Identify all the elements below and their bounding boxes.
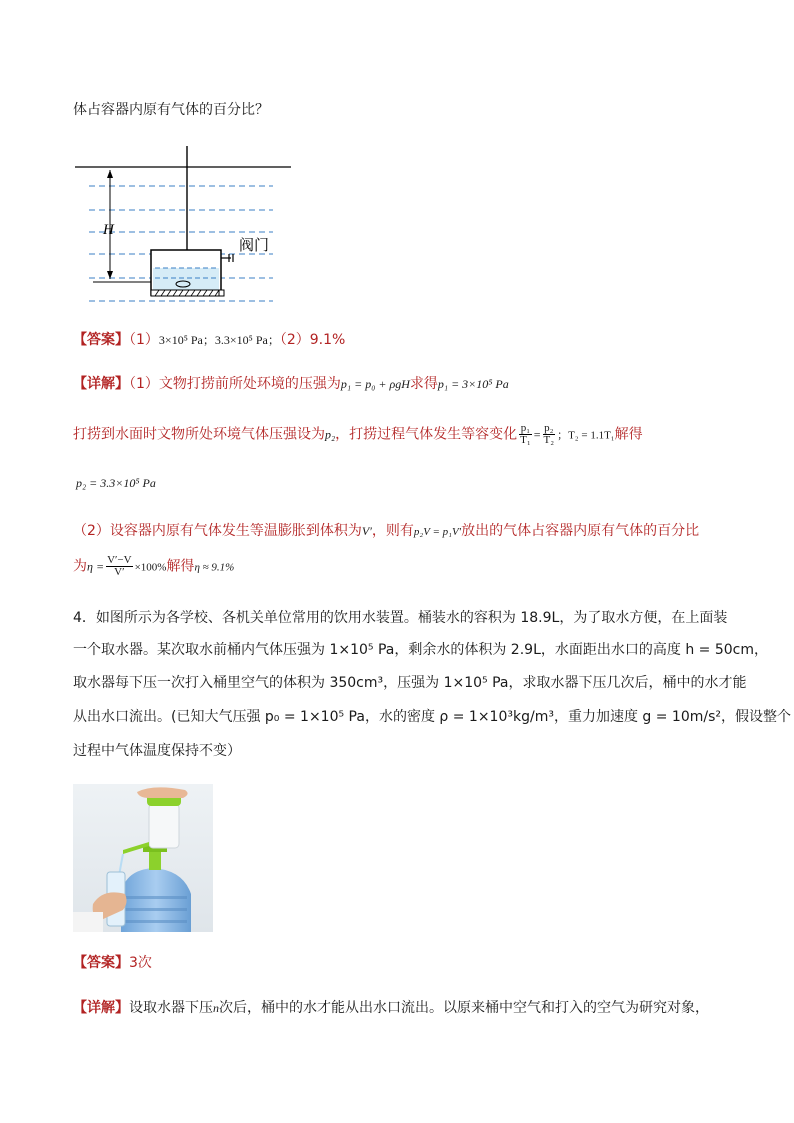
detail1-line4-text2: ，则有 [371,523,414,539]
detail2-text1: 设取水器下压 [129,1000,213,1016]
var-n: n [213,1001,219,1015]
formula-p1: p₁ = p₀ + ρgH [340,377,410,391]
water-dispenser-photo [73,784,213,932]
answer1-part1-label: （1） [129,332,159,348]
detail2-line [73,998,709,1018]
answer-tag: 【答案】 [73,332,129,348]
valve-label: 阀门 [239,237,270,254]
answer1-line [73,330,345,350]
answer1-part2-value: 9.1% [309,332,346,348]
pump-body [149,804,179,848]
problem4-line2: 一个取水器。某次取水前桶内气体压强为 1×10⁵ Pa，剩余水的体积为 2.9L，水面距出水口的高度 h = 50cm， [73,642,768,658]
detail1-line2 [73,423,643,446]
detail1-line5-end: 解得 [166,558,195,575]
answer2-line [73,953,152,973]
diving-diagram [73,140,303,310]
answer2-value: 3次 [129,955,152,971]
var-v-prime: V′ [361,524,372,538]
detail1-line2-text2: ，打捞过程气体发生等容变化 [335,426,518,443]
detail1-line2-end: 解得 [614,426,643,443]
detail1-line1-text: （1）文物打捞前所处环境的压强为 [129,376,341,392]
detail1-line4 [73,521,699,542]
result-eta: η ≈ 9.1% [194,561,235,574]
detail1-line5 [73,555,234,578]
problem4-line1: 4．如图所示为各学校、各机关单位常用的饮用水装置。桶装水的容积为 18.9L，为了取水方便，在上面装 [73,610,728,626]
condition-t2: ；T₂ = 1.1T₁ [557,429,615,442]
formula-isothermal: p₂V = p₁V′ [413,526,462,538]
problem4-line4: 从出水口流出。(已知大气压强 p₀ = 1×10⁵ Pa，水的密度 ρ = 1×10³kg/m³，重力加速度 g = 10m/s²，假设整个 [73,709,791,725]
fraction-p2-t2: $\frac{\text{p₂}}{\text{T₂}}$ [543,422,555,446]
problem4-line3: 取水器每下压一次打入桶里空气的体积为 350cm³，压强为 1×10⁵ Pa，求取水器下压几次后，桶中的水才能 [73,675,747,691]
detail1-line1-mid: 求得 [409,376,438,392]
h-label: H [103,222,114,238]
result-p1: p₁ = 3×10⁵ Pa [437,377,509,391]
answer2-tag: 【答案】 [73,955,129,971]
fraction-percentage: $\frac{V'-V}{V'}$ [107,554,132,578]
detail-tag: 【详解】 [73,376,129,392]
detail2-text2: 次后，桶中的水才能从出水口流出。以原来桶中空气和打入的空气为研究对象， [219,1000,709,1016]
detail1-line1 [73,374,509,394]
valve-icon [221,254,233,262]
detail1-line2-text: 打捞到水面时文物所处环境气体压强设为 [73,426,325,443]
equals-sign: = [533,427,541,442]
detail1-line5-text: 为 [73,558,87,575]
eta-symbol: η = [87,559,105,574]
detail1-line4-text3: 放出的气体占容器内原有气体的百分比 [461,523,700,539]
answer1-part2-label: （2） [279,332,310,348]
intro-line: 体占容器内原有气体的百分比？ [73,102,269,118]
detail1-line4-text: （2）设容器内原有气体发生等温膨胀到体积为 [73,523,362,539]
result-p2: p₂ = 3.3×10⁵ Pa [76,476,156,490]
detail2-tag: 【详解】 [73,1000,129,1016]
answer1-part1-value: 3×10⁵ Pa；3.3×10⁵ Pa； [158,333,280,347]
problem4-line5: 过程中气体温度保持不变） [73,743,241,759]
percent-tail: ×100% [134,561,167,574]
var-p2: p₂ [325,427,336,442]
fraction-p1-t1: $\frac{\text{p₁}}{\text{T₁}}$ [520,422,531,446]
